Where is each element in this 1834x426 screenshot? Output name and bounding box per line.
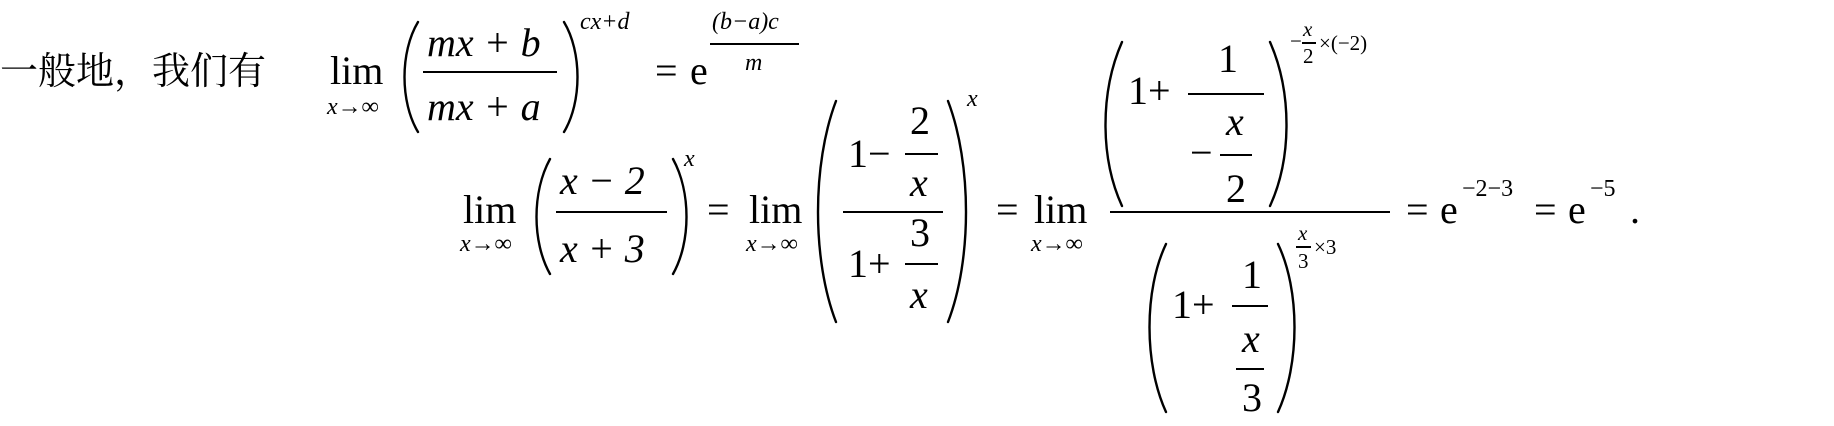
step2-top-one: 1− bbox=[848, 131, 891, 176]
step3-top-exp-den: 2 bbox=[1303, 44, 1314, 68]
step2-top-num: 2 bbox=[910, 98, 930, 143]
step2-exponent: x bbox=[967, 86, 978, 112]
general-numerator: mx + b bbox=[427, 20, 541, 65]
intro-text: 一般地，我们有 bbox=[0, 49, 267, 93]
paren-right-4 bbox=[1270, 42, 1287, 206]
lim-sub-3: x→∞ bbox=[746, 231, 798, 257]
general-exponent: cx+d bbox=[580, 9, 630, 35]
step3-bot-num: 1 bbox=[1242, 252, 1262, 297]
step3-bot-den-num: x bbox=[1242, 316, 1260, 361]
lim-sub-2: x→∞ bbox=[460, 231, 512, 257]
step3-bot-one: 1+ bbox=[1172, 282, 1215, 327]
example-denominator: x + 3 bbox=[560, 226, 645, 271]
step3-top-num: 1 bbox=[1218, 36, 1238, 81]
paren-left-2 bbox=[537, 159, 551, 274]
step3-top-exp-num: x bbox=[1303, 17, 1313, 41]
step2-bot-num: 3 bbox=[910, 210, 930, 255]
step3-top-den-sign: − bbox=[1190, 130, 1213, 175]
paren-right-5 bbox=[1278, 244, 1295, 412]
result1-exp: −2−3 bbox=[1462, 176, 1514, 202]
step3-top-exp-sign: − bbox=[1290, 29, 1302, 53]
example-outer-exponent: x bbox=[684, 146, 695, 172]
paren-left-1 bbox=[405, 22, 419, 132]
general-exp-numerator: (b−a)c bbox=[712, 9, 779, 35]
equals-1: = bbox=[707, 187, 730, 232]
step2-top-den: x bbox=[910, 160, 928, 205]
result1-base: e bbox=[1440, 187, 1458, 232]
equals-3: = bbox=[1406, 187, 1429, 232]
step3-bot-exp-num: x bbox=[1298, 221, 1308, 245]
example-numerator: x − 2 bbox=[560, 158, 645, 203]
paren-right-1 bbox=[564, 22, 578, 132]
equals-4: = bbox=[1534, 187, 1557, 232]
general-exp-denominator: m bbox=[745, 50, 763, 76]
lim-word-4: lim bbox=[1034, 187, 1088, 232]
paren-right-3 bbox=[948, 101, 966, 322]
equals-2: = bbox=[996, 187, 1019, 232]
step3-bot-exp-den: 3 bbox=[1298, 249, 1309, 273]
paren-left-3 bbox=[818, 101, 836, 322]
paren-left-4 bbox=[1106, 42, 1123, 206]
step2-bot-one: 1+ bbox=[848, 241, 891, 286]
step3-top-exp-tail: ×(−2) bbox=[1319, 31, 1368, 55]
step3-top-one: 1+ bbox=[1128, 68, 1171, 113]
lim-word-2: lim bbox=[463, 187, 517, 232]
step3-bot-den-den: 3 bbox=[1242, 375, 1262, 420]
lim-sub-4: x→∞ bbox=[1031, 231, 1083, 257]
step3-top-den-num: x bbox=[1226, 99, 1244, 144]
general-denominator: mx + a bbox=[427, 84, 541, 129]
general-e: e bbox=[690, 48, 708, 93]
paren-right-2 bbox=[673, 159, 687, 274]
lim-word-1: lim bbox=[330, 48, 384, 93]
step2-bot-den: x bbox=[910, 272, 928, 317]
lim-word-3: lim bbox=[749, 187, 803, 232]
result2-exp: −5 bbox=[1590, 176, 1616, 202]
general-equals: = bbox=[655, 48, 678, 93]
result2-base: e bbox=[1568, 187, 1586, 232]
period: . bbox=[1630, 187, 1640, 232]
lim-sub-1: x→∞ bbox=[327, 94, 379, 120]
paren-left-5 bbox=[1150, 244, 1167, 412]
step3-bot-exp-tail: ×3 bbox=[1314, 235, 1337, 259]
step3-top-den-den: 2 bbox=[1226, 166, 1246, 211]
